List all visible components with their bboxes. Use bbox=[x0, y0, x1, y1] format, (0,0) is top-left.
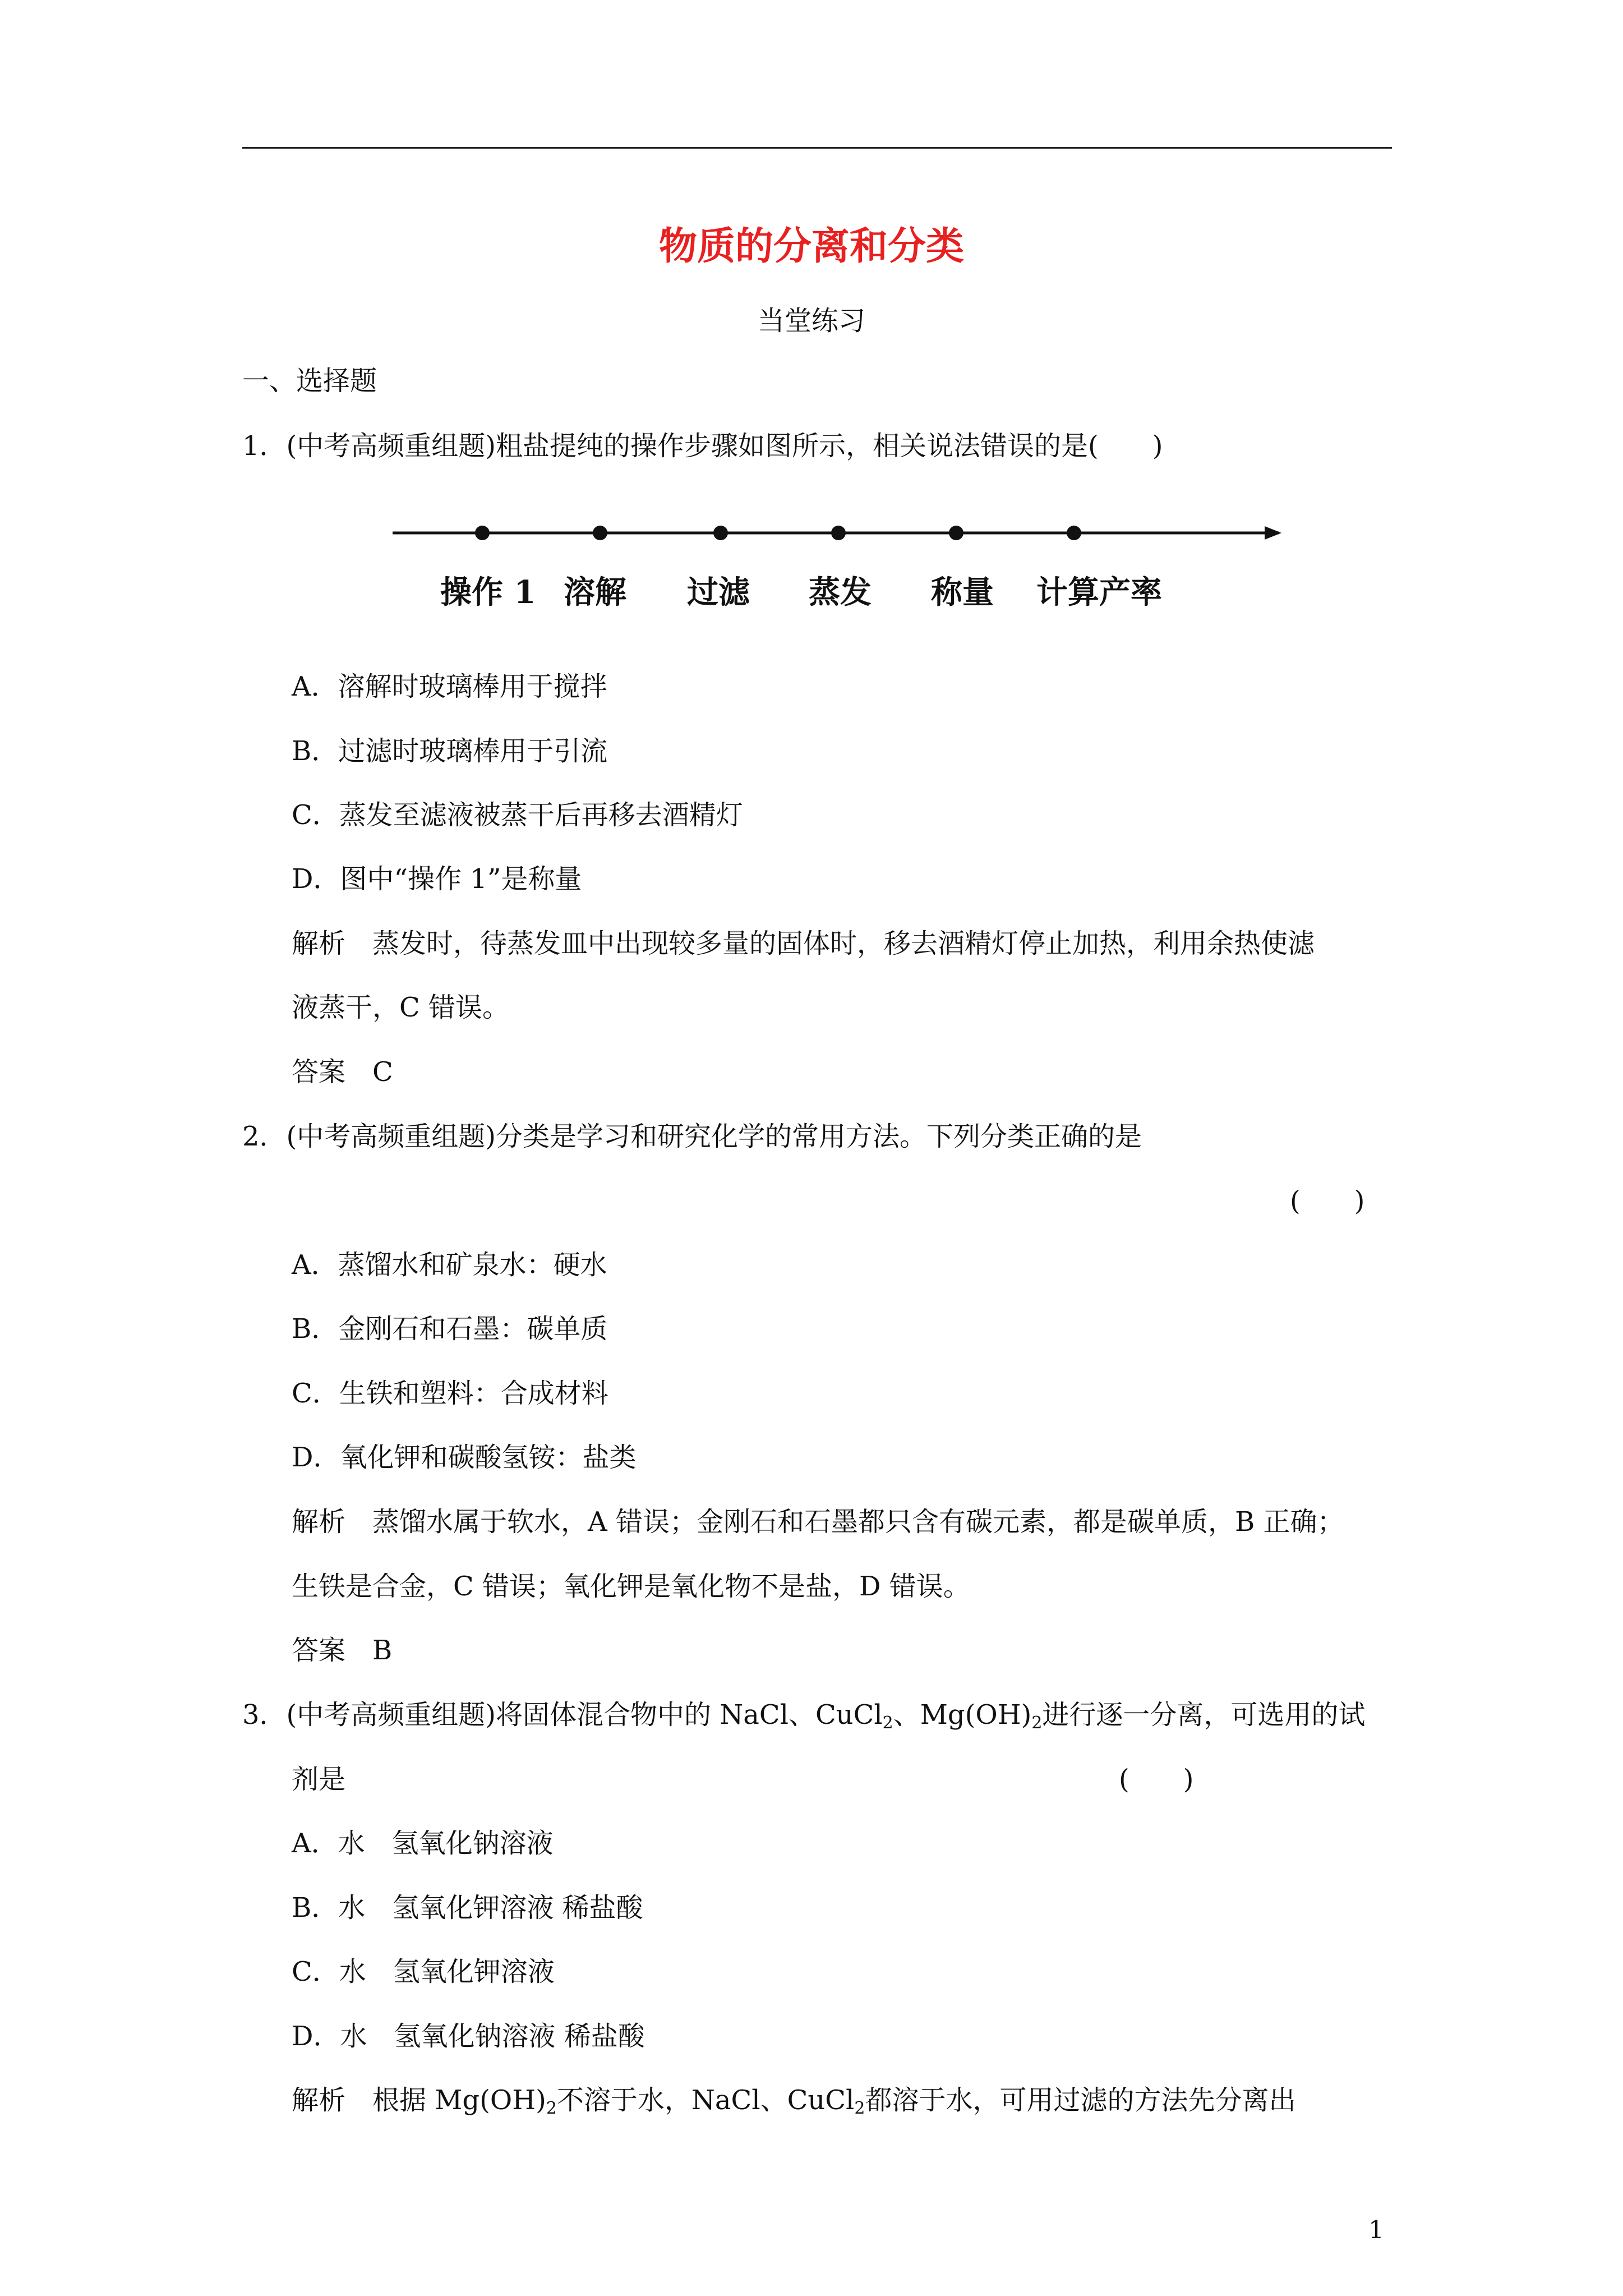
answer-value: C bbox=[372, 1056, 393, 1088]
q1-stem: 1．(中考高频重组题)粗盐提纯的操作步骤如图所示，相关说法错误的是( ) bbox=[242, 430, 1163, 462]
q1-option-c: C．蒸发至滤液被蒸干后再移去酒精灯 bbox=[292, 799, 743, 831]
analysis-label: 解析 bbox=[292, 928, 346, 959]
section-heading: 一、选择题 bbox=[242, 365, 377, 397]
analysis-label: 解析 bbox=[292, 2085, 346, 2116]
analysis-label: 解析 bbox=[292, 1506, 346, 1538]
q3-analysis-line-1 bbox=[292, 2078, 1295, 2118]
page-number: 1 bbox=[1368, 2216, 1384, 2244]
flow-arrow-head bbox=[1265, 526, 1281, 540]
page-subtitle: 当堂练习 bbox=[757, 305, 865, 337]
flow-step-dot bbox=[949, 526, 963, 540]
analysis-text: 不溶于水，NaCl、CuCl bbox=[556, 2085, 855, 2116]
header-rule bbox=[242, 147, 1392, 149]
analysis-text: 都溶于水，可用过滤的方法先分离出 bbox=[865, 2085, 1296, 2116]
flow-label-evaporate: 蒸发 bbox=[809, 574, 872, 611]
q3-answer-paren: ( ) bbox=[1119, 1764, 1194, 1795]
q3-stem-text: 3．(中考高频重组题)将固体混合物中的 NaCl、CuCl bbox=[242, 1699, 883, 1731]
flow-step-dot bbox=[831, 526, 846, 540]
q2-analysis-line-1 bbox=[292, 1500, 1344, 1539]
flow-label-calc-yield: 计算产率 bbox=[1036, 574, 1162, 611]
flow-step-dot bbox=[713, 526, 728, 540]
q1-analysis-line-1 bbox=[292, 922, 1315, 960]
flow-label-weigh: 称量 bbox=[931, 574, 994, 611]
q1-option-d: D．图中“操作 1”是称量 bbox=[292, 863, 582, 895]
q3-option-c: C．水 氢氧化钾溶液 bbox=[292, 1956, 555, 1987]
q1-analysis-line-2: 液蒸干，C 错误。 bbox=[292, 992, 509, 1023]
q1-answer bbox=[292, 1050, 393, 1089]
subscript: 2 bbox=[882, 1713, 893, 1733]
flow-label-dissolve: 溶解 bbox=[564, 574, 626, 611]
flow-label-step-1: 操作 1 bbox=[440, 574, 536, 611]
flow-step-dot bbox=[593, 526, 607, 540]
q3-stem-line-2: 剂是 bbox=[292, 1764, 346, 1795]
flow-label-filter: 过滤 bbox=[687, 574, 750, 611]
q2-option-a: A．蒸馏水和矿泉水：硬水 bbox=[292, 1249, 607, 1281]
analysis-text: 蒸馏水属于软水，A 错误；金刚石和石墨都只含有碳元素，都是碳单质，B 正确； bbox=[372, 1506, 1344, 1538]
q2-option-b: B．金刚石和石墨：碳单质 bbox=[292, 1313, 608, 1345]
q3-option-d: D．水 氢氧化钠溶液 稀盐酸 bbox=[292, 2021, 645, 2052]
q1-option-a: A．溶解时玻璃棒用于搅拌 bbox=[292, 671, 607, 702]
q3-option-a: A．水 氢氧化钠溶液 bbox=[292, 1828, 554, 1859]
q2-analysis-line-2: 生铁是合金，C 错误；氧化钾是氧化物不是盐，D 错误。 bbox=[292, 1571, 970, 1602]
q2-answer-paren: ( ) bbox=[1290, 1185, 1365, 1217]
flow-step-dot bbox=[1067, 526, 1081, 540]
q2-answer bbox=[292, 1628, 392, 1667]
answer-value: B bbox=[372, 1635, 393, 1666]
subscript: 2 bbox=[854, 2099, 865, 2118]
q3-stem bbox=[242, 1693, 1365, 1733]
answer-label: 答案 bbox=[292, 1056, 346, 1088]
q3-stem-text: 、Mg(OH) bbox=[893, 1699, 1032, 1731]
q3-option-b: B．水 氢氧化钾溶液 稀盐酸 bbox=[292, 1892, 643, 1924]
flow-step-dot bbox=[475, 526, 490, 540]
page-title: 物质的分离和分类 bbox=[658, 224, 964, 269]
analysis-text: 蒸发时，待蒸发皿中出现较多量的固体时，移去酒精灯停止加热，利用余热使滤 bbox=[372, 928, 1315, 959]
analysis-text: 根据 Mg(OH) bbox=[372, 2085, 546, 2116]
answer-label: 答案 bbox=[292, 1635, 346, 1666]
subscript: 2 bbox=[1031, 1713, 1043, 1733]
q2-option-d: D．氧化钾和碳酸氢铵：盐类 bbox=[292, 1442, 637, 1473]
q3-stem-text: 进行逐一分离，可选用的试 bbox=[1042, 1699, 1366, 1731]
q2-stem: 2．(中考高频重组题)分类是学习和研究化学的常用方法。下列分类正确的是 bbox=[242, 1121, 1142, 1152]
q1-option-b: B．过滤时玻璃棒用于引流 bbox=[292, 735, 608, 767]
q2-option-c: C．生铁和塑料：合成材料 bbox=[292, 1378, 608, 1409]
subscript: 2 bbox=[546, 2099, 557, 2118]
